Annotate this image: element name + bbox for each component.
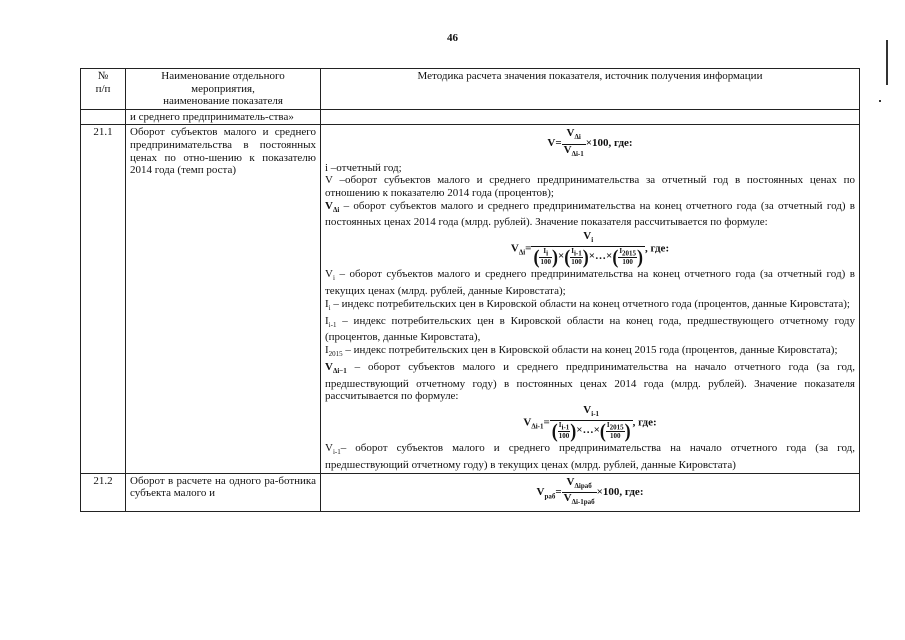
cell-name: и среднего предприниматель-ства» [126,109,321,125]
text-paragraph: $I_{2015}$ – индекс потребительских цен в Кировской области на конец 2015 года (процентов, данные Кировстата); [325,344,838,359]
formula-v-delta-i: $V_{\Delta i}=$ $V_i$ ( $\frac{I_i}{100}$ )×( $\frac{I_{i-1}}{100}$ )×…×( $\frac{I_{2015}}{100}$ ) , где: [510,229,670,268]
formula-v: V= $\frac{V_{\Delta i}}{V_{\Delta i-1}}$ ×100, где: [547,127,633,158]
page-number: 46 [447,32,458,44]
header-event-name: Наименование отдельного мероприятия, наименование показателя [126,69,321,110]
text-paragraph: $V_{\Delta i-1}$ – оборот субъектов малого и среднего предпринимательства на начало отчетного года (за год, предшествующий отчетному году) в постоянных ценах 2014 года (млрд. рублей). Значение показателя рассчитывается по формуле: [325,360,855,403]
cell-method [321,125,860,473]
formula-v-rab: $V_{раб}=$ $\frac{V_{\Delta iраб}}{V_{\Delta i-1раб}}$ ×100, где: [536,475,644,507]
table-row-21-2 [81,473,860,511]
formula-v-delta-i-1: $V_{\Delta i-1}=$ $V_{i-1}$ ( $\frac{I_{i-1}}{100}$ )×…×( $\frac{I_{2015}}{100}$ ) , где: [523,403,657,442]
text-paragraph: $V_{\Delta i}$ – оборот субъектов малого и среднего предпринимательства на конец отчетного года (за отчетный год) в постоянных ценах 2014 года (млрд. рублей). Значение показателя рассчитывается по формуле: [325,199,855,229]
cell-method [321,473,860,511]
indicator-table [80,68,860,512]
text-paragraph: V –оборот субъектов малого и среднего предпринимательства за отчетный год в постоянных ценах по отношению к показателю 2014 года (процентов); [325,174,855,199]
scan-edge-mark [886,40,888,85]
cell-empty [321,109,860,125]
cell-name: Оборот в расчете на одного ра-ботника субъекта малого и [126,473,321,511]
cell-name: Оборот субъектов малого и среднего предпринимательства в постоянных ценах по отно-шению к показателю 2014 года (темп роста) [126,125,321,473]
text-paragraph: $I_i$ – индекс потребительских цен в Кировской области на конец отчетного года (процентов, данные Кировстата); [325,297,850,313]
table-row-21-1 [81,125,860,473]
table-header-row [81,69,860,110]
header-method: Методика расчета значения показателя, источник получения информации [321,69,860,110]
table-row-continuation [81,109,860,125]
document-sheet [80,68,860,512]
text-paragraph: $V_i$ – оборот субъектов малого и среднего предпринимательства на конец отчетного года (за отчетный год) в текущих ценах (млрд. рублей, данные Кировстата); [325,268,855,298]
scan-speck [879,100,881,102]
cell-number: 21.1 [81,125,126,473]
text-paragraph: i –отчетный год; [325,161,402,174]
cell-empty [81,109,126,125]
cell-number: 21.2 [81,473,126,511]
header-number: № п/п [81,69,126,110]
text-paragraph: $I_{i-1}$ – индекс потребительских цен в Кировской области на конец года, предшествующего отчетному году (процентов, данные Кировстата), [325,314,855,344]
text-paragraph: $V_{i-1}-$ оборот субъектов малого и среднего предпринимательства на начало отчетного года (за год, предшествующий отчетному году) в текущих ценах (млрд. рублей, данные Кировстата) [325,442,855,472]
